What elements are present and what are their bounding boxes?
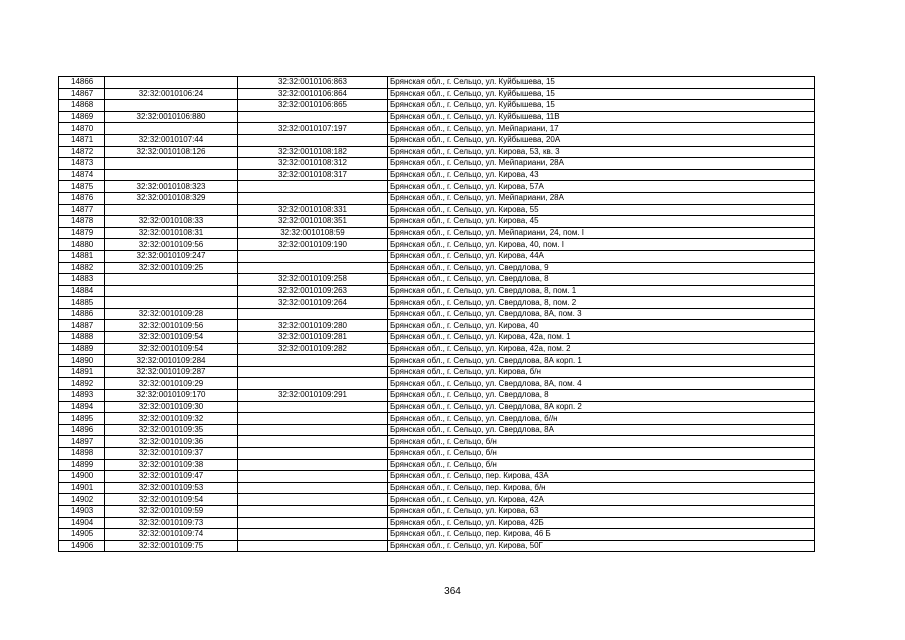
land-cadastral-number-cell: 32:32:0010109:47 [105,471,238,483]
object-cadastral-number-cell: 32:32:0010106:863 [238,77,388,89]
object-cadastral-number-cell [238,471,388,483]
row-number-cell: 14885 [59,297,105,309]
table-row [59,332,815,344]
table-row [59,181,815,193]
row-number-cell: 14873 [59,158,105,170]
row-number-cell: 14877 [59,204,105,216]
address-cell: Брянская обл., г. Сельцо, ул. Свердлова, б//н [388,413,815,425]
object-cadastral-number-cell [238,355,388,367]
address-cell: Брянская обл., г. Сельцо, ул. Мейпариани, 24, пом. I [388,227,815,239]
table-row [59,366,815,378]
address-cell: Брянская обл., г. Сельцо, ул. Кирова, б/н [388,366,815,378]
address-cell: Брянская обл., г. Сельцо, ул. Кирова, 53, кв. 3 [388,146,815,158]
table-body [59,77,815,552]
row-number-cell: 14898 [59,448,105,460]
address-cell: Брянская обл., г. Сельцо, б/н [388,459,815,471]
address-cell: Брянская обл., г. Сельцо, ул. Свердлова, 8А корп. 1 [388,355,815,367]
row-number-cell: 14897 [59,436,105,448]
row-number-cell: 14890 [59,355,105,367]
object-cadastral-number-cell [238,529,388,541]
address-cell: Брянская обл., г. Сельцо, ул. Кирова, 42А [388,494,815,506]
land-cadastral-number-cell: 32:32:0010108:323 [105,181,238,193]
land-cadastral-number-cell [105,204,238,216]
address-cell: Брянская обл., г. Сельцо, ул. Куйбышева, 11В [388,111,815,123]
object-cadastral-number-cell: 32:32:0010109:280 [238,320,388,332]
object-cadastral-number-cell [238,540,388,552]
object-cadastral-number-cell [238,262,388,274]
land-cadastral-number-cell [105,123,238,135]
address-cell: Брянская обл., г. Сельцо, ул. Свердлова, 8 [388,390,815,402]
object-cadastral-number-cell: 32:32:0010109:264 [238,297,388,309]
row-number-cell: 14869 [59,111,105,123]
land-cadastral-number-cell [105,285,238,297]
object-cadastral-number-cell: 32:32:0010108:182 [238,146,388,158]
address-cell: Брянская обл., г. Сельцо, пер. Кирова, б/н [388,482,815,494]
table-row [59,448,815,460]
table-row [59,355,815,367]
row-number-cell: 14871 [59,134,105,146]
object-cadastral-number-cell [238,134,388,146]
address-cell: Брянская обл., г. Сельцо, ул. Свердлова, 8А [388,424,815,436]
table-row [59,517,815,529]
address-cell: Брянская обл., г. Сельцо, ул. Кирова, 42Б [388,517,815,529]
table-row [59,494,815,506]
land-cadastral-number-cell: 32:32:0010109:59 [105,505,238,517]
land-cadastral-number-cell: 32:32:0010109:25 [105,262,238,274]
address-cell: Брянская обл., г. Сельцо, ул. Свердлова, 8А корп. 2 [388,401,815,413]
land-cadastral-number-cell: 32:32:0010109:28 [105,308,238,320]
land-cadastral-number-cell: 32:32:0010106:24 [105,88,238,100]
table-row [59,239,815,251]
row-number-cell: 14883 [59,274,105,286]
land-cadastral-number-cell: 32:32:0010109:170 [105,390,238,402]
row-number-cell: 14868 [59,100,105,112]
land-cadastral-number-cell [105,77,238,89]
object-cadastral-number-cell: 32:32:0010109:190 [238,239,388,251]
address-cell: Брянская обл., г. Сельцо, ул. Куйбышева, 15 [388,100,815,112]
object-cadastral-number-cell [238,192,388,204]
row-number-cell: 14887 [59,320,105,332]
address-cell: Брянская обл., г. Сельцо, ул. Кирова, 42а, пом. 1 [388,332,815,344]
land-cadastral-number-cell: 32:32:0010109:54 [105,343,238,355]
object-cadastral-number-cell: 32:32:0010109:291 [238,390,388,402]
object-cadastral-number-cell [238,308,388,320]
table-row [59,413,815,425]
object-cadastral-number-cell [238,366,388,378]
table-row [59,401,815,413]
land-cadastral-number-cell: 32:32:0010109:29 [105,378,238,390]
row-number-cell: 14901 [59,482,105,494]
object-cadastral-number-cell [238,505,388,517]
land-cadastral-number-cell: 32:32:0010109:54 [105,332,238,344]
object-cadastral-number-cell: 32:32:0010109:282 [238,343,388,355]
address-cell: Брянская обл., г. Сельцо, ул. Мейпариани, 17 [388,123,815,135]
land-cadastral-number-cell: 32:32:0010109:54 [105,494,238,506]
address-cell: Брянская обл., г. Сельцо, ул. Кирова, 57А [388,181,815,193]
address-cell: Брянская обл., г. Сельцо, ул. Свердлова, 8А, пом. 4 [388,378,815,390]
object-cadastral-number-cell [238,494,388,506]
row-number-cell: 14905 [59,529,105,541]
row-number-cell: 14879 [59,227,105,239]
table-row [59,529,815,541]
table-row [59,262,815,274]
land-cadastral-number-cell: 32:32:0010108:33 [105,216,238,228]
land-cadastral-number-cell: 32:32:0010109:74 [105,529,238,541]
address-cell: Брянская обл., г. Сельцо, ул. Свердлова, 8, пом. 2 [388,297,815,309]
table-row [59,227,815,239]
land-cadastral-number-cell [105,297,238,309]
object-cadastral-number-cell: 32:32:0010106:865 [238,100,388,112]
land-cadastral-number-cell: 32:32:0010109:53 [105,482,238,494]
address-cell: Брянская обл., г. Сельцо, ул. Кирова, 63 [388,505,815,517]
address-cell: Брянская обл., г. Сельцо, б/н [388,436,815,448]
address-cell: Брянская обл., г. Сельцо, ул. Свердлова, 8 [388,274,815,286]
address-cell: Брянская обл., г. Сельцо, ул. Кирова, 55 [388,204,815,216]
row-number-cell: 14888 [59,332,105,344]
object-cadastral-number-cell [238,401,388,413]
address-cell: Брянская обл., г. Сельцо, ул. Кирова, 45 [388,216,815,228]
land-cadastral-number-cell: 32:32:0010109:56 [105,239,238,251]
table-row [59,471,815,483]
object-cadastral-number-cell [238,181,388,193]
address-cell: Брянская обл., г. Сельцо, ул. Кирова, 43 [388,169,815,181]
row-number-cell: 14896 [59,424,105,436]
object-cadastral-number-cell: 32:32:0010109:258 [238,274,388,286]
row-number-cell: 14903 [59,505,105,517]
page-number: 364 [444,586,461,597]
table-row [59,390,815,402]
address-cell: Брянская обл., г. Сельцо, ул. Мейпариани, 28А [388,158,815,170]
table-row [59,146,815,158]
object-cadastral-number-cell: 32:32:0010108:351 [238,216,388,228]
land-cadastral-number-cell: 32:32:0010109:38 [105,459,238,471]
land-cadastral-number-cell: 32:32:0010109:56 [105,320,238,332]
row-number-cell: 14886 [59,308,105,320]
land-cadastral-number-cell: 32:32:0010109:30 [105,401,238,413]
land-cadastral-number-cell [105,274,238,286]
row-number-cell: 14876 [59,192,105,204]
table-row [59,320,815,332]
object-cadastral-number-cell [238,436,388,448]
object-cadastral-number-cell: 32:32:0010109:263 [238,285,388,297]
address-cell: Брянская обл., г. Сельцо, ул. Куйбышева, 15 [388,88,815,100]
land-cadastral-number-cell: 32:32:0010108:31 [105,227,238,239]
object-cadastral-number-cell: 32:32:0010107:197 [238,123,388,135]
cadastral-table [58,76,815,552]
object-cadastral-number-cell [238,413,388,425]
table-row [59,482,815,494]
land-cadastral-number-cell: 32:32:0010109:247 [105,250,238,262]
address-cell: Брянская обл., г. Сельцо, ул. Куйбышева, 20А [388,134,815,146]
row-number-cell: 14892 [59,378,105,390]
row-number-cell: 14874 [59,169,105,181]
table-row [59,88,815,100]
object-cadastral-number-cell: 32:32:0010108:312 [238,158,388,170]
address-cell: Брянская обл., г. Сельцо, пер. Кирова, 46 Б [388,529,815,541]
row-number-cell: 14894 [59,401,105,413]
table-row [59,343,815,355]
table-row [59,77,815,89]
row-number-cell: 14904 [59,517,105,529]
row-number-cell: 14893 [59,390,105,402]
address-cell: Брянская обл., г. Сельцо, ул. Свердлова, 9 [388,262,815,274]
land-cadastral-number-cell [105,158,238,170]
address-cell: Брянская обл., г. Сельцо, ул. Кирова, 40 [388,320,815,332]
table-row [59,285,815,297]
table-row [59,505,815,517]
address-cell: Брянская обл., г. Сельцо, ул. Кирова, 44А [388,250,815,262]
land-cadastral-number-cell [105,100,238,112]
land-cadastral-number-cell: 32:32:0010109:35 [105,424,238,436]
object-cadastral-number-cell [238,424,388,436]
land-cadastral-number-cell [105,169,238,181]
row-number-cell: 14902 [59,494,105,506]
object-cadastral-number-cell: 32:32:0010108:317 [238,169,388,181]
object-cadastral-number-cell [238,378,388,390]
land-cadastral-number-cell: 32:32:0010107:44 [105,134,238,146]
land-cadastral-number-cell: 32:32:0010109:287 [105,366,238,378]
table-row [59,250,815,262]
table-row [59,424,815,436]
address-cell: Брянская обл., г. Сельцо, б/н [388,448,815,460]
row-number-cell: 14899 [59,459,105,471]
address-cell: Брянская обл., г. Сельцо, ул. Мейпариани, 28А [388,192,815,204]
table-row [59,540,815,552]
object-cadastral-number-cell: 32:32:0010106:864 [238,88,388,100]
object-cadastral-number-cell: 32:32:0010108:331 [238,204,388,216]
table-row [59,216,815,228]
table-row [59,297,815,309]
table-row [59,274,815,286]
object-cadastral-number-cell [238,459,388,471]
row-number-cell: 14906 [59,540,105,552]
table-row [59,134,815,146]
object-cadastral-number-cell [238,482,388,494]
row-number-cell: 14875 [59,181,105,193]
land-cadastral-number-cell: 32:32:0010109:37 [105,448,238,460]
address-cell: Брянская обл., г. Сельцо, ул. Куйбышева, 15 [388,77,815,89]
table-row [59,459,815,471]
table-row [59,123,815,135]
address-cell: Брянская обл., г. Сельцо, ул. Кирова, 42а, пом. 2 [388,343,815,355]
table-row [59,308,815,320]
object-cadastral-number-cell [238,111,388,123]
land-cadastral-number-cell: 32:32:0010109:36 [105,436,238,448]
row-number-cell: 14882 [59,262,105,274]
object-cadastral-number-cell [238,517,388,529]
table-row [59,436,815,448]
land-cadastral-number-cell: 32:32:0010106:880 [105,111,238,123]
address-cell: Брянская обл., г. Сельцо, ул. Свердлова, 8А, пом. 3 [388,308,815,320]
row-number-cell: 14880 [59,239,105,251]
row-number-cell: 14895 [59,413,105,425]
row-number-cell: 14900 [59,471,105,483]
row-number-cell: 14870 [59,123,105,135]
table-row [59,192,815,204]
land-cadastral-number-cell: 32:32:0010109:75 [105,540,238,552]
address-cell: Брянская обл., г. Сельцо, ул. Кирова, 50Г [388,540,815,552]
land-cadastral-number-cell: 32:32:0010109:32 [105,413,238,425]
row-number-cell: 14866 [59,77,105,89]
row-number-cell: 14881 [59,250,105,262]
land-cadastral-number-cell: 32:32:0010108:329 [105,192,238,204]
table-row [59,100,815,112]
object-cadastral-number-cell: 32:32:0010109:281 [238,332,388,344]
object-cadastral-number-cell: 32:32:0010108:59 [238,227,388,239]
row-number-cell: 14884 [59,285,105,297]
object-cadastral-number-cell [238,250,388,262]
address-cell: Брянская обл., г. Сельцо, ул. Кирова, 40, пом. I [388,239,815,251]
address-cell: Брянская обл., г. Сельцо, ул. Свердлова, 8, пом. 1 [388,285,815,297]
table-row [59,169,815,181]
object-cadastral-number-cell [238,448,388,460]
row-number-cell: 14891 [59,366,105,378]
table-row [59,111,815,123]
land-cadastral-number-cell: 32:32:0010108:126 [105,146,238,158]
row-number-cell: 14889 [59,343,105,355]
row-number-cell: 14872 [59,146,105,158]
table-row [59,204,815,216]
table-row [59,158,815,170]
land-cadastral-number-cell: 32:32:0010109:73 [105,517,238,529]
address-cell: Брянская обл., г. Сельцо, пер. Кирова, 43А [388,471,815,483]
row-number-cell: 14878 [59,216,105,228]
land-cadastral-number-cell: 32:32:0010109:284 [105,355,238,367]
table-row [59,378,815,390]
row-number-cell: 14867 [59,88,105,100]
